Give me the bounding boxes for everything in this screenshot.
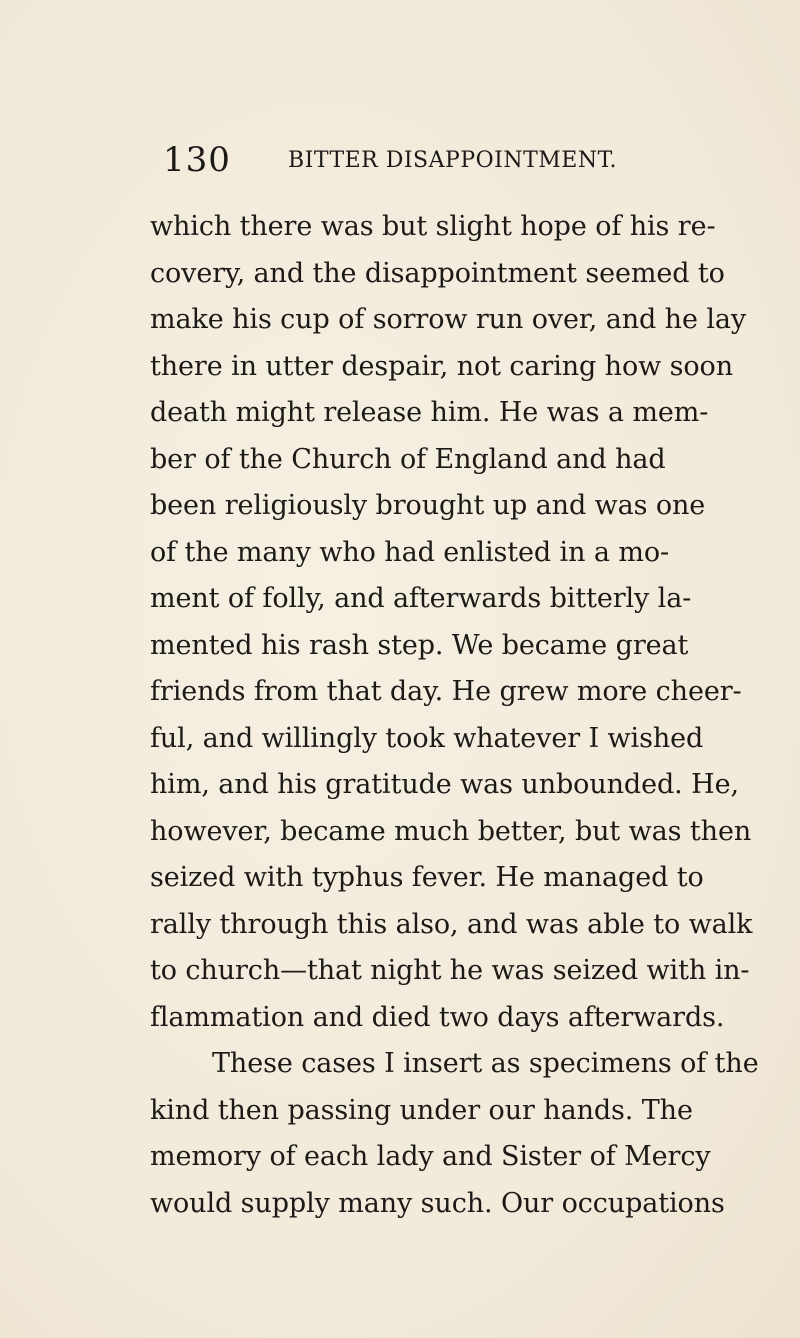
text-line: covery, and the disappointment seemed to (150, 257, 725, 289)
text-line: ful, and willingly took whatever I wished (150, 722, 704, 754)
text-line: which there was but slight hope of his re- (150, 211, 716, 242)
text-line: ber of the Church of England and had (150, 443, 666, 475)
text-line: him, and his gratitude was unbounded. He, (150, 769, 739, 800)
text-line: flammation and died two days afterwards. (150, 1001, 725, 1033)
text-line: These cases I insert as specimens of the (212, 1048, 759, 1079)
text-line: to church—that night he was seized with in- (150, 955, 750, 986)
text-line: make his cup of sorrow run over, and he lay (150, 304, 747, 335)
body-text (150, 204, 759, 1227)
text-line: memory of each lady and Sister of Mercy (150, 1141, 711, 1172)
text-line: kind then passing under our hands. The (150, 1094, 693, 1126)
page-header (163, 140, 643, 180)
text-line: mented his rash step. We became great (150, 629, 689, 661)
text-line: however, became much better, but was then (150, 815, 752, 847)
text-line: of the many who had enlisted in a mo- (150, 536, 670, 568)
text-line: would supply many such. Our occupations (150, 1187, 725, 1219)
text-line: rally through this also, and was able to walk (150, 908, 753, 940)
text-line: friends from that day. He grew more cheer- (150, 676, 742, 707)
text-line: been religiously brought up and was one (150, 490, 706, 521)
running-head: BITTER DISAPPOINTMENT. (288, 148, 618, 173)
page-number: 130 (163, 140, 231, 180)
text-line: seized with typhus fever. He managed to (150, 862, 704, 893)
text-line: there in utter despair, not caring how soon (150, 350, 733, 382)
text-line: ment of folly, and afterwards bitterly la- (150, 583, 692, 614)
text-line: death might release him. He was a mem- (150, 397, 709, 428)
